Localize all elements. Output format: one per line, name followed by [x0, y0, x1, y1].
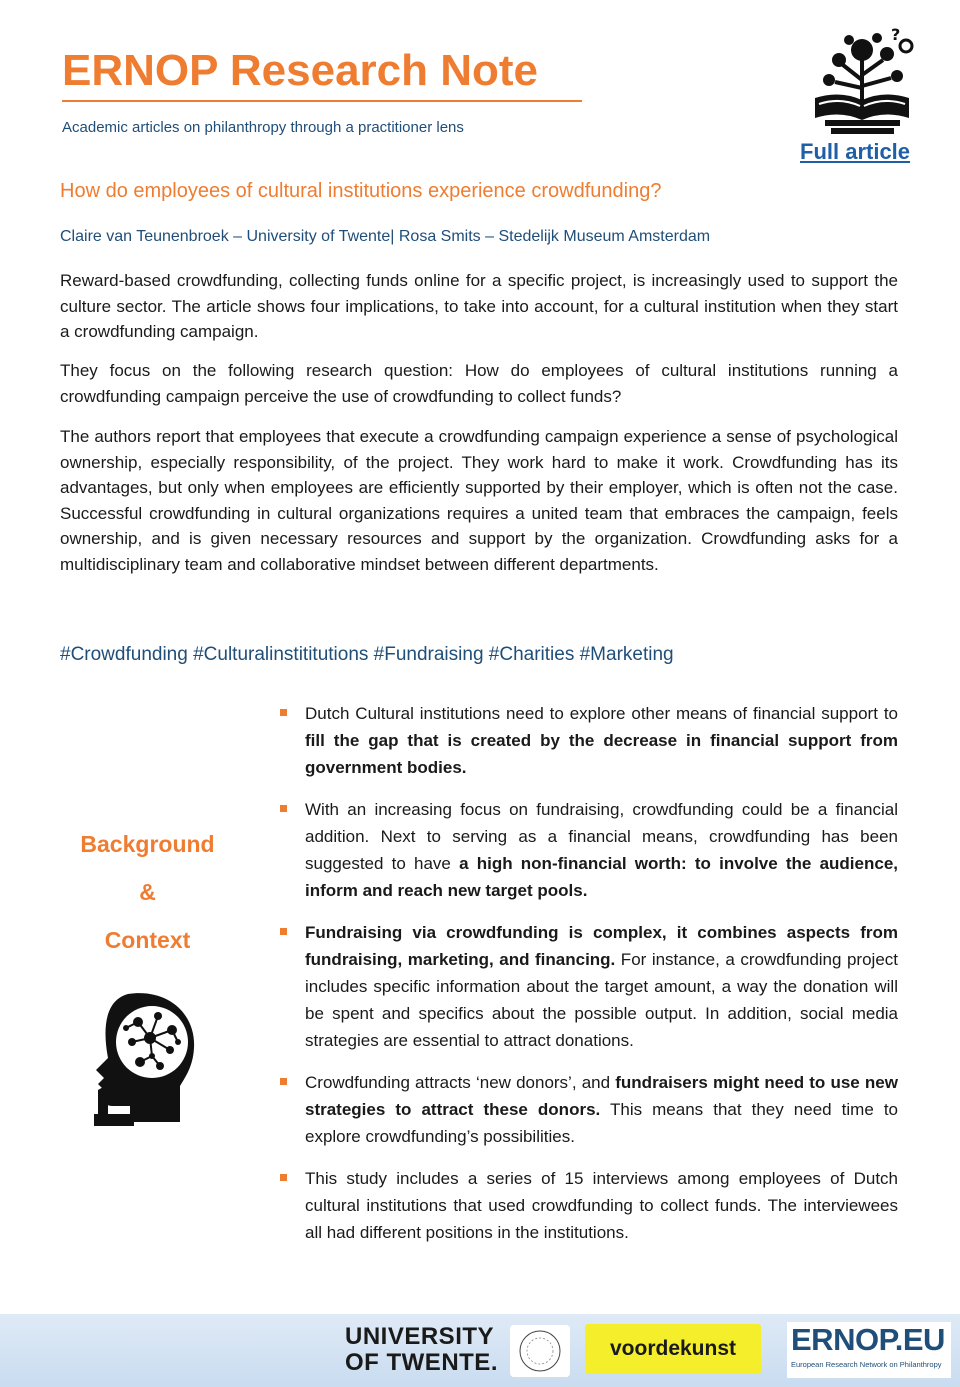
title-underline [62, 100, 582, 102]
university-of-twente-logo: UNIVERSITY OF TWENTE. [345, 1323, 498, 1376]
voordekunst-logo: voordekunst [585, 1324, 761, 1374]
ernop-logo: ERNOP.EU [791, 1322, 945, 1357]
bullet-marker-icon [280, 805, 287, 812]
ernop-tagline: European Research Network on Philanthropy [791, 1360, 942, 1369]
key-points-list [280, 700, 898, 1261]
full-article-link[interactable]: Full article [800, 139, 911, 164]
head-network-thinking-icon [68, 986, 220, 1130]
bullet-marker-icon [280, 1078, 287, 1085]
stedelijk-museum-seal-icon [510, 1325, 570, 1377]
intro-paragraph: Reward-based crowdfunding, collecting funds online for a specific project, is increasingly used to support the culture sector. The article shows four implications, to take into account, for a cultural institution when they start a crowdfunding campaign. [60, 271, 898, 341]
article-question: How do employees of cultural institutions experience crowdfunding? [60, 180, 662, 202]
article-authors: Claire van Teunenbroek – University of Twente| Rosa Smits – Stedelijk Museum Amsterdam [60, 228, 711, 245]
hashtags: #Crowdfunding #Culturalinstititutions #Fundraising #Charities #Marketing [60, 644, 674, 665]
background-context-heading [60, 820, 235, 964]
bullet-marker-icon [280, 928, 287, 935]
findings-paragraph: The authors report that employees that execute a crowdfunding campaign experience a sense of psychological ownership, especially responsibility, of the project. They work hard to make it work. Crowdfunding has its advantages, but only when employees are efficiently supported by their employer, which is often not the case. Successful crowdfunding in cultural organizations requires a united team that embraces the campaign, feels ownership, and is given necessary resources and support by the organization. Crowdfunding asks for a multidisciplinary team and collaborative mindset between different departments. [60, 427, 898, 574]
svg-text:?: ? [891, 25, 901, 44]
research-question-paragraph: They focus on the following research question: How do employees of cultural institutions running a crowdfunding campaign perceive the use of crowdfunding to collect funds? [60, 361, 898, 406]
bullet-marker-icon [280, 1174, 287, 1181]
heading-line-background: Background [80, 831, 215, 857]
heading-line-ampersand: & [139, 879, 156, 905]
list-item: Dutch Cultural institutions need to explore other means of financial support to fill the gap that is created by the decrease in financial support from government bodies. [280, 700, 898, 781]
bullet-marker-icon [280, 709, 287, 716]
heading-line-context: Context [104, 927, 191, 953]
page-subtitle: Academic articles on philanthropy through a practitioner lens [62, 119, 464, 136]
list-item: This study includes a series of 15 interviews among employees of Dutch cultural institutions that used crowdfunding to collect funds. The interviewees all had different positions in the institutions. [280, 1165, 898, 1246]
page-title: ERNOP Research Note [62, 46, 539, 95]
list-item: With an increasing focus on fundraising, crowdfunding could be a financial addition. Next to serving as a financial means, crowdfunding has been suggested to have a high non-financial worth: to involve the audience, inform and reach new target pools. [280, 796, 898, 904]
list-item: Crowdfunding attracts ‘new donors’, and fundraisers might need to use new strategies to attract these donors. This means that they need time to explore crowdfunding’s possibilities. [280, 1069, 898, 1150]
book-with-ideas-icon [805, 20, 920, 138]
list-item: Fundraising via crowdfunding is complex, it combines aspects from fundraising, marketing, and financing. For instance, a crowdfunding project includes specific information about the target amount, a way the donation will be spent and specifics about the possible output. In addition, social media strategies are essential to attract donations. [280, 919, 898, 1054]
